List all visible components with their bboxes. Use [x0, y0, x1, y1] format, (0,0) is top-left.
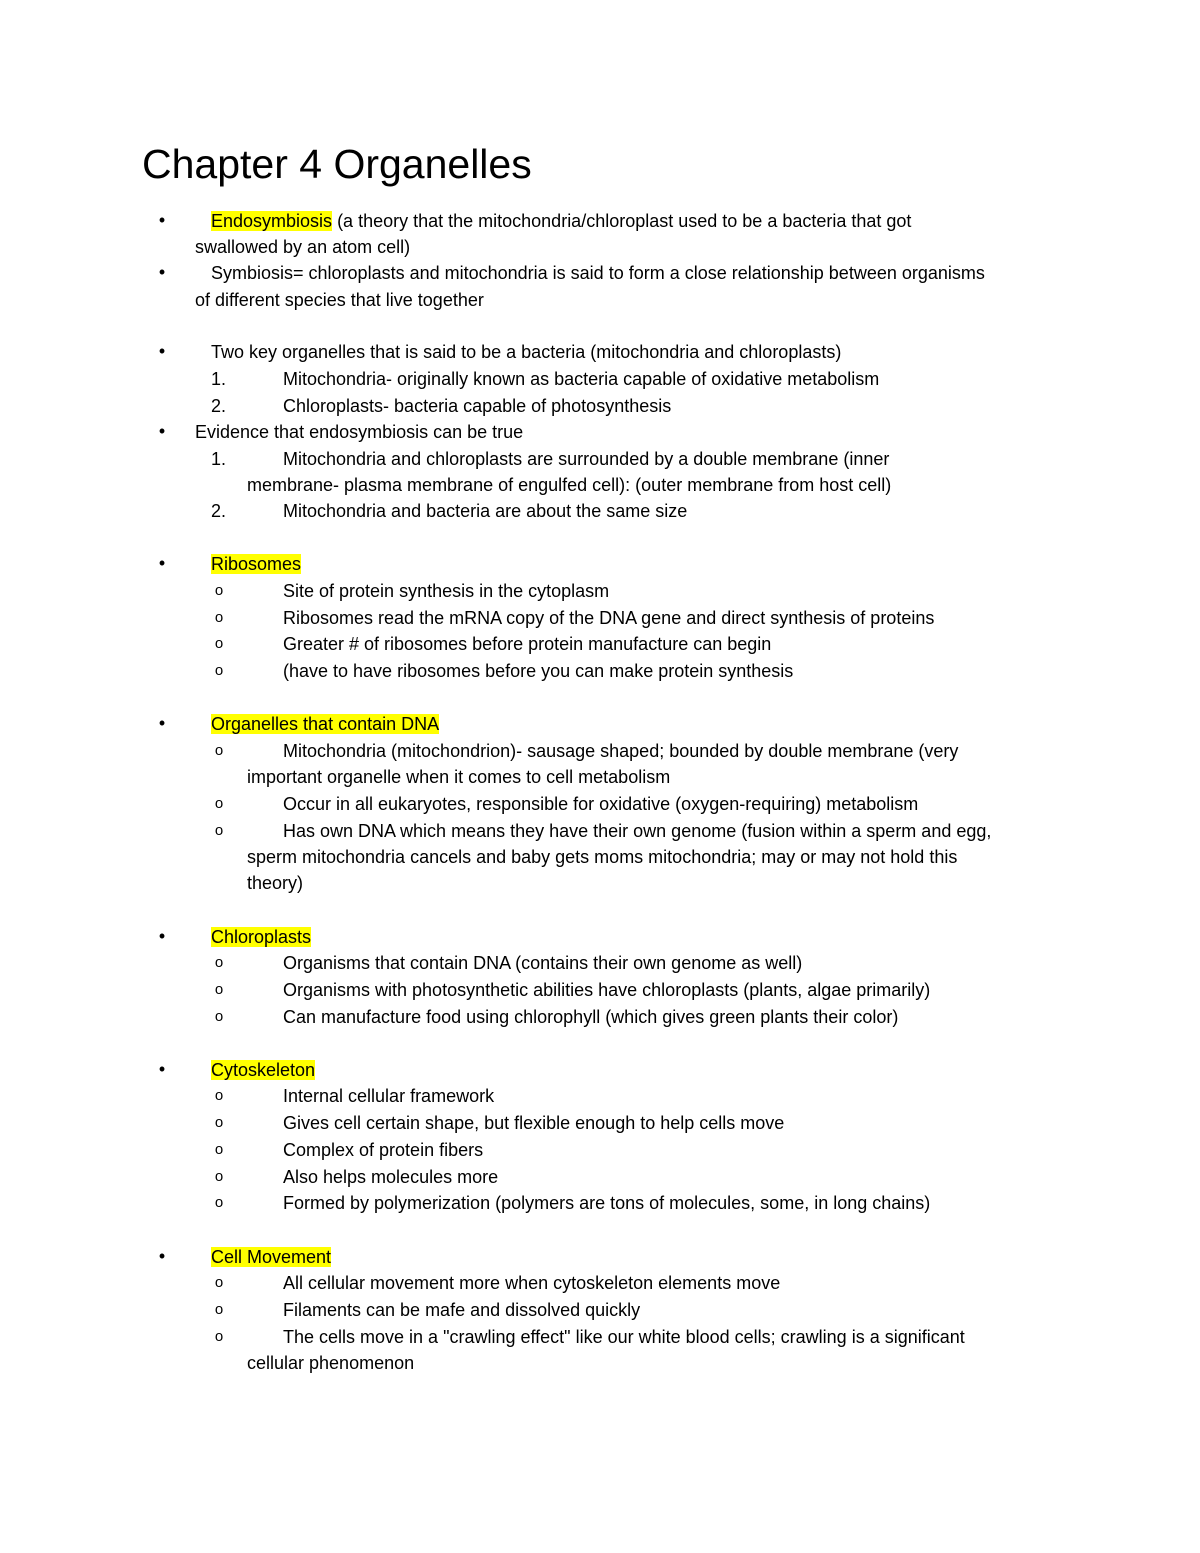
- list-item: Mitochondria and chloroplasts are surrounded by a double membrane (inner: [283, 449, 890, 469]
- list-item: Mitochondria (mitochondrion)- sausage shaped; bounded by double membrane (very: [283, 741, 959, 761]
- two-key-heading: Two key organelles that is said to be a bacteria (mitochondria and chloroplasts): [211, 342, 842, 362]
- list-item-continued: theory): [247, 873, 304, 893]
- list-item-continued: cellular phenomenon: [247, 1353, 415, 1373]
- circle-bullet-icon: o: [214, 1194, 224, 1211]
- circle-bullet-icon: o: [214, 1141, 224, 1158]
- list-item: Formed by polymerization (polymers are tons of molecules, some, in long chains): [283, 1193, 931, 1213]
- bullet-icon: •: [158, 713, 166, 733]
- circle-bullet-icon: o: [214, 1274, 224, 1291]
- list-item-continued: important organelle when it comes to cell metabolism: [247, 767, 671, 787]
- list-item-continued: membrane- plasma membrane of engulfed cell): (outer membrane from host cell): [247, 475, 892, 495]
- circle-bullet-icon: o: [214, 954, 224, 971]
- cell-movement-heading: [211, 1244, 331, 1270]
- chloroplasts-heading: [211, 924, 311, 950]
- list-item: Mitochondria- originally known as bacteria capable of oxidative metabolism: [283, 369, 880, 389]
- circle-bullet-icon: o: [214, 582, 224, 599]
- list-number: 1.: [211, 449, 227, 469]
- endosymbiosis-line: [211, 208, 911, 234]
- page-title: Chapter 4 Organelles: [142, 141, 532, 187]
- list-item: Organisms with photosynthetic abilities have chloroplasts (plants, algae primarily): [283, 980, 931, 1000]
- list-item: Organisms that contain DNA (contains their own genome as well): [283, 953, 803, 973]
- bullet-icon: •: [158, 926, 166, 946]
- list-number: 1.: [211, 369, 227, 389]
- organelles-dna-heading-text: Organelles that contain DNA: [211, 714, 440, 734]
- list-item-continued: sperm mitochondria cancels and baby gets moms mitochondria; may or may not hold this: [247, 847, 958, 867]
- bullet-icon: •: [158, 341, 166, 361]
- circle-bullet-icon: o: [214, 609, 224, 626]
- bullet-icon: •: [158, 421, 166, 441]
- chloroplasts-heading-text: Chloroplasts: [211, 927, 312, 947]
- list-item: (have to have ribosomes before you can make protein synthesis: [283, 661, 794, 681]
- circle-bullet-icon: o: [214, 1301, 224, 1318]
- circle-bullet-icon: o: [214, 1168, 224, 1185]
- circle-bullet-icon: o: [214, 1008, 224, 1025]
- list-number: 2.: [211, 501, 227, 521]
- circle-bullet-icon: o: [214, 795, 224, 812]
- list-item: All cellular movement more when cytoskeleton elements move: [283, 1273, 781, 1293]
- symbiosis-line-2: of different species that live together: [195, 290, 484, 310]
- list-item: Mitochondria and bacteria are about the same size: [283, 501, 688, 521]
- endosymbiosis-definition: (a theory that the mitochondria/chloroplast used to be a bacteria that got: [332, 211, 912, 231]
- ribosomes-heading-text: Ribosomes: [211, 554, 302, 574]
- list-item: Can manufacture food using chlorophyll (which gives green plants their color): [283, 1007, 899, 1027]
- cytoskeleton-heading: [211, 1057, 315, 1083]
- list-item: The cells move in a "crawling effect" like our white blood cells; crawling is a significant: [283, 1327, 965, 1347]
- list-item: Occur in all eukaryotes, responsible for oxidative (oxygen-requiring) metabolism: [283, 794, 919, 814]
- cell-movement-heading-text: Cell Movement: [211, 1247, 332, 1267]
- circle-bullet-icon: o: [214, 662, 224, 679]
- bullet-icon: •: [158, 553, 166, 573]
- list-number: 2.: [211, 396, 227, 416]
- list-item: Also helps molecules more: [283, 1167, 499, 1187]
- circle-bullet-icon: o: [214, 1328, 224, 1345]
- ribosomes-heading: [211, 551, 301, 577]
- bullet-icon: •: [158, 210, 166, 230]
- circle-bullet-icon: o: [214, 635, 224, 652]
- list-item: Chloroplasts- bacteria capable of photosynthesis: [283, 396, 672, 416]
- circle-bullet-icon: o: [214, 1114, 224, 1131]
- bullet-icon: •: [158, 262, 166, 282]
- list-item: Site of protein synthesis in the cytoplasm: [283, 581, 610, 601]
- circle-bullet-icon: o: [214, 981, 224, 998]
- bullet-icon: •: [158, 1246, 166, 1266]
- circle-bullet-icon: o: [214, 822, 224, 839]
- list-item: Internal cellular framework: [283, 1086, 495, 1106]
- circle-bullet-icon: o: [214, 1087, 224, 1104]
- circle-bullet-icon: o: [214, 742, 224, 759]
- evidence-heading: Evidence that endosymbiosis can be true: [195, 422, 524, 442]
- list-item: Complex of protein fibers: [283, 1140, 484, 1160]
- symbiosis-line-1: Symbiosis= chloroplasts and mitochondria is said to form a close relationship between organisms: [211, 263, 985, 283]
- list-item: Greater # of ribosomes before protein manufacture can begin: [283, 634, 772, 654]
- endosymbiosis-line-2: swallowed by an atom cell): [195, 237, 411, 257]
- endosymbiosis-term: Endosymbiosis: [211, 211, 333, 231]
- list-item: Filaments can be mafe and dissolved quickly: [283, 1300, 641, 1320]
- bullet-icon: •: [158, 1059, 166, 1079]
- organelles-dna-heading: [211, 711, 439, 737]
- cytoskeleton-heading-text: Cytoskeleton: [211, 1060, 316, 1080]
- list-item: Gives cell certain shape, but flexible enough to help cells move: [283, 1113, 785, 1133]
- list-item: Has own DNA which means they have their own genome (fusion within a sperm and egg,: [283, 821, 992, 841]
- list-item: Ribosomes read the mRNA copy of the DNA gene and direct synthesis of proteins: [283, 608, 935, 628]
